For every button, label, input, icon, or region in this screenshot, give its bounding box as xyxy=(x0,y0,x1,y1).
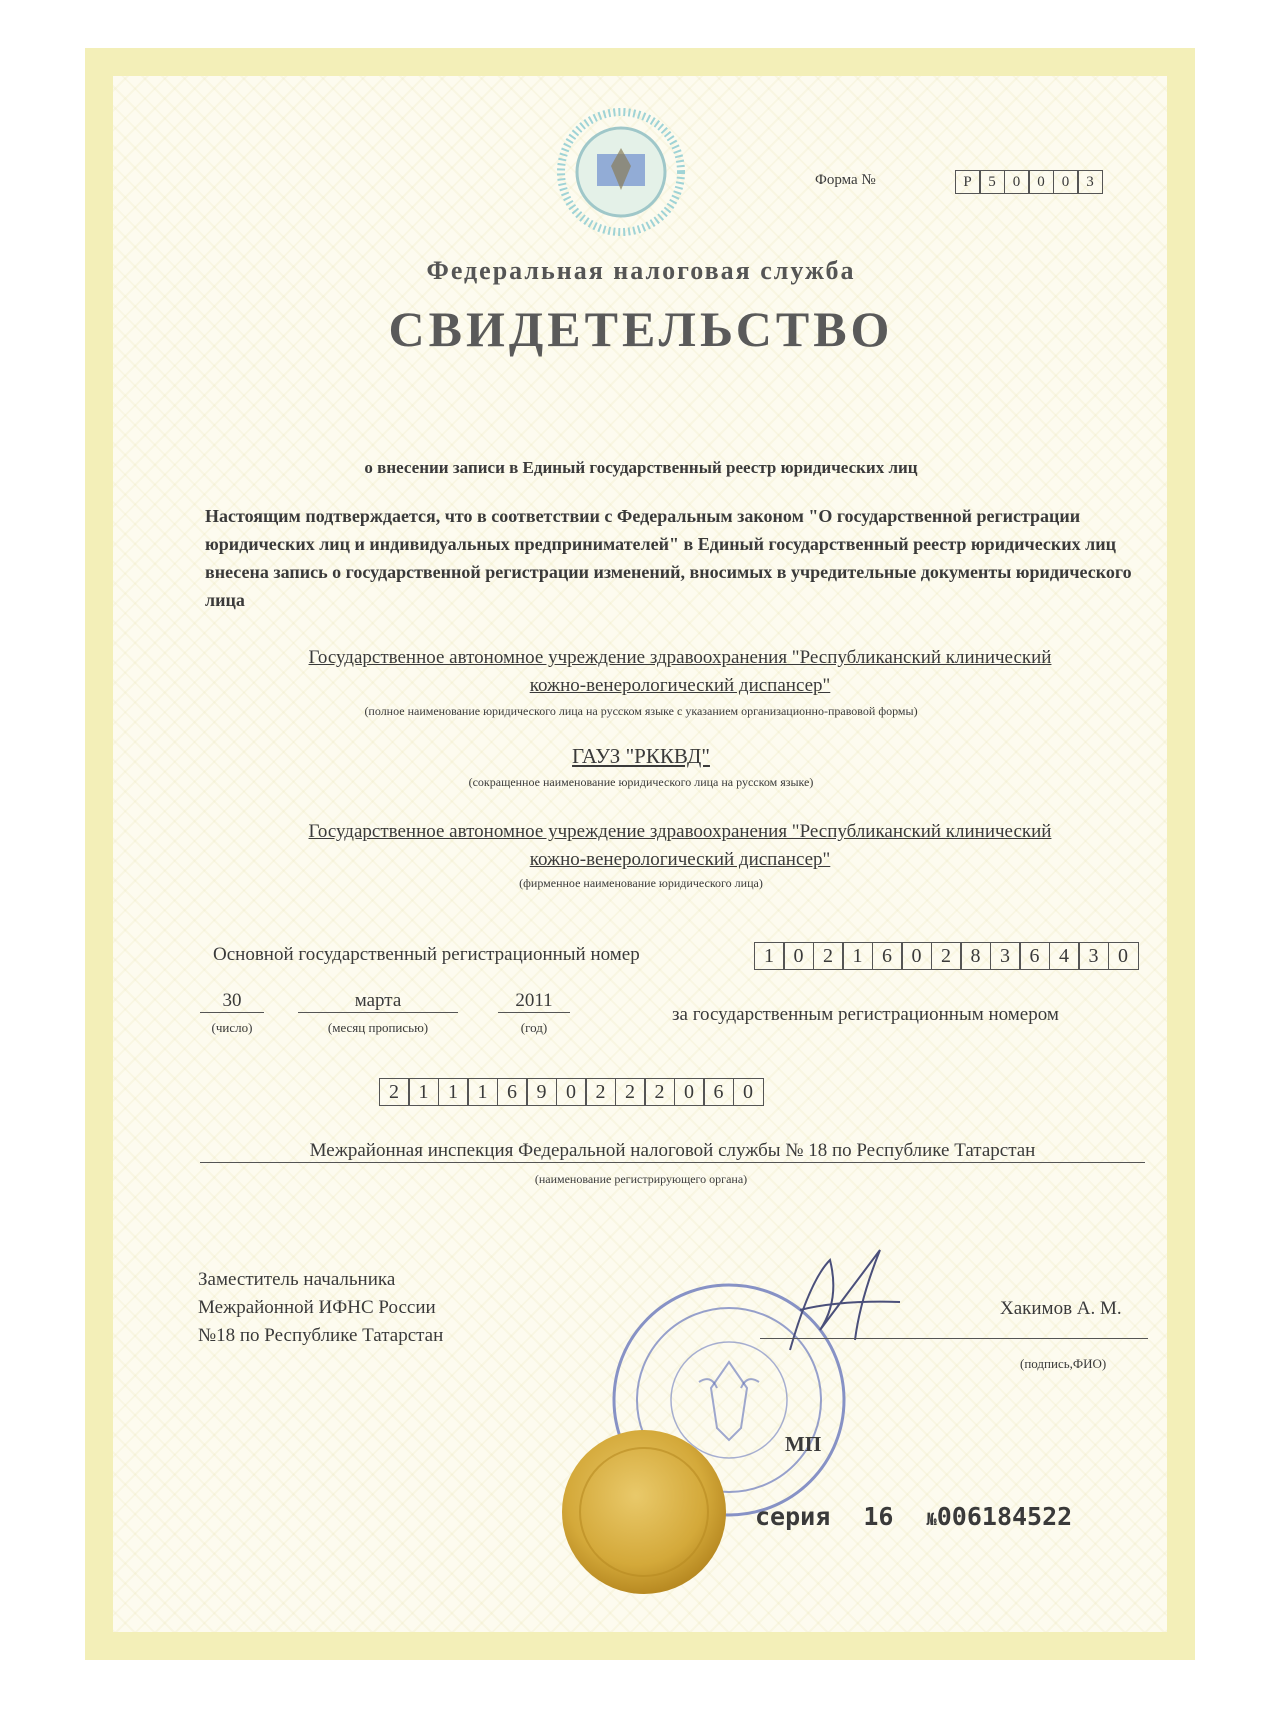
document-subtitle: о внесении записи в Единый государственный реестр юридических лиц xyxy=(364,458,918,477)
registering-body: Межрайонная инспекция Федеральной налоговой службы № 18 по Республике Татарстан xyxy=(200,1140,1145,1163)
date-day: 30 xyxy=(200,990,264,1013)
date-year-hint: (год) xyxy=(520,1020,548,1035)
date-trailing-text: за государственным регистрационным номером xyxy=(672,1004,1059,1025)
signer-name: Хакимов А. М. xyxy=(1000,1298,1122,1319)
record-digit: 0 xyxy=(733,1078,764,1106)
record-digit: 6 xyxy=(497,1078,528,1106)
full-name-hint: (полное наименование юридического лица на русском языке с указанием организационно-правовой формы) xyxy=(364,704,918,718)
form-code-cell: 5 xyxy=(979,170,1005,194)
ogrn-digit: 4 xyxy=(1049,942,1080,970)
firm-name-line2: кожно-венерологический диспансер" xyxy=(529,849,831,870)
date-month: марта xyxy=(298,990,458,1013)
ogrn-digit: 6 xyxy=(872,942,903,970)
form-code-cell: 0 xyxy=(1028,170,1054,194)
signature-hint: (подпись,ФИО) xyxy=(1020,1356,1107,1371)
signer-title-line1: Заместитель начальника xyxy=(198,1269,396,1290)
series-value: 16 xyxy=(863,1502,894,1531)
ogrn-digit: 3 xyxy=(990,942,1021,970)
full-name-line2: кожно-венерологический диспансер" xyxy=(529,675,831,696)
mp-mark: МП xyxy=(785,1432,822,1456)
record-digit: 1 xyxy=(438,1078,469,1106)
record-digit: 2 xyxy=(585,1078,616,1106)
record-digit: 6 xyxy=(703,1078,734,1106)
agency-name: Федеральная налоговая служба xyxy=(426,256,856,285)
ogrn-digit: 1 xyxy=(842,942,873,970)
form-code-cell: Р xyxy=(955,170,981,194)
record-digit: 9 xyxy=(526,1078,557,1106)
signer-title-line3: №18 по Республике Татарстан xyxy=(198,1325,444,1346)
record-digit: 2 xyxy=(379,1078,410,1106)
date-month-hint: (месяц прописью) xyxy=(327,1020,429,1035)
record-digit: 2 xyxy=(644,1078,675,1106)
form-code-cell: 0 xyxy=(1053,170,1079,194)
ogrn-digit: 0 xyxy=(901,942,932,970)
ogrn-label: Основной государственный регистрационный номер xyxy=(213,944,640,965)
signer-title-line2: Межрайонной ИФНС России xyxy=(198,1297,436,1318)
ogrn-boxes xyxy=(755,942,1139,970)
gold-seal xyxy=(560,1428,728,1596)
short-name: ГАУЗ "РККВД" xyxy=(572,744,710,768)
record-digit: 0 xyxy=(556,1078,587,1106)
form-code-cell: 0 xyxy=(1004,170,1030,194)
signature-line xyxy=(760,1338,1148,1339)
short-name-hint: (сокращенное наименование юридического лица на русском языке) xyxy=(468,775,814,789)
ogrn-digit: 2 xyxy=(813,942,844,970)
form-code-cell: 3 xyxy=(1077,170,1103,194)
form-code-boxes xyxy=(956,170,1103,194)
ogrn-digit: 3 xyxy=(1078,942,1109,970)
series-number xyxy=(755,1502,1072,1531)
form-label: Форма № xyxy=(815,172,876,188)
ogrn-digit: 0 xyxy=(783,942,814,970)
registering-body-hint: (наименование регистрирующего органа) xyxy=(534,1172,748,1186)
intro-text: Настоящим подтверждается, что в соответствии с Федеральным законом "О государственной регистрации юридических лиц и индивидуальных предпринимателей" в Единый государственный реестр юридических лиц внесена запись о государственной регистрации изменений, вносимых в учредительные документы юридического лица xyxy=(205,506,1132,610)
document-title: СВИДЕТЕЛЬСТВО xyxy=(388,301,894,357)
record-digit: 1 xyxy=(408,1078,439,1106)
series-label: серия xyxy=(755,1502,831,1531)
record-digit: 0 xyxy=(674,1078,705,1106)
signer-title xyxy=(198,1266,443,1350)
ogrn-digit: 0 xyxy=(1108,942,1139,970)
record-digit: 1 xyxy=(467,1078,498,1106)
full-name-line1: Государственное автономное учреждение здравоохранения "Республиканский клинический xyxy=(308,647,1052,668)
record-digit: 2 xyxy=(615,1078,646,1106)
ogrn-digit: 6 xyxy=(1019,942,1050,970)
firm-name-line1: Государственное автономное учреждение здравоохранения "Республиканский клинический xyxy=(308,821,1052,842)
date-day-hint: (число) xyxy=(211,1020,253,1035)
ogrn-digit: 8 xyxy=(960,942,991,970)
number-prefix: № xyxy=(926,1510,937,1530)
firm-name-hint: (фирменное наименование юридического лица) xyxy=(519,876,763,890)
date-year: 2011 xyxy=(498,990,570,1013)
emblem-icon xyxy=(557,108,685,236)
ogrn-digit: 2 xyxy=(931,942,962,970)
handwritten-signature xyxy=(760,1240,910,1360)
record-number-boxes xyxy=(380,1078,764,1106)
serial-number: 006184522 xyxy=(936,1502,1073,1531)
ogrn-digit: 1 xyxy=(754,942,785,970)
